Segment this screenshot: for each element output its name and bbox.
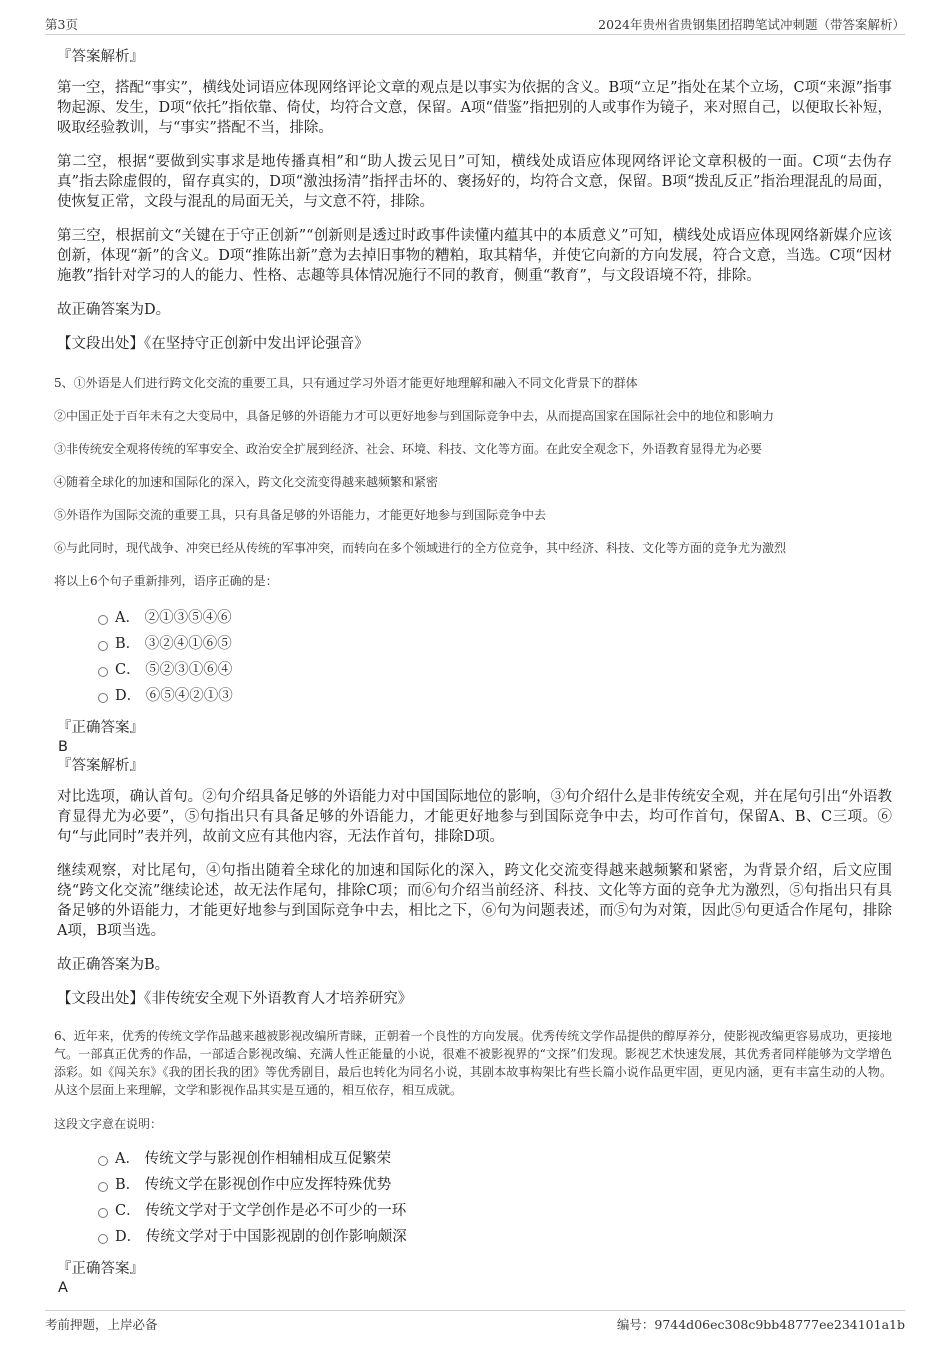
q5-answer: B bbox=[58, 739, 68, 755]
q5-block bbox=[54, 374, 892, 590]
radio-icon[interactable] bbox=[98, 1182, 108, 1192]
option-label: B． ③②④①⑥⑤ bbox=[115, 636, 232, 652]
q6-option-a[interactable] bbox=[57, 1147, 892, 1173]
q5-sentence-3: ③非传统安全观将传统的军事安全、政治安全扩展到经济、社会、环境、科技、文化等方面。在此安全观念下，外语教育显得尤为必要 bbox=[54, 442, 763, 456]
q4-analysis-para-3: 第三空，根据前文“关键在于守正创新”“创新则是透过时政事件读懂内蕴其中的本质意义”可知，横线处成语应体现网络新媒介应该创新，体现“新”的含义。D项“推陈出新”意为去掉旧事物的糟粕，取其精华，并使它向新的方向发展，符合文意，当选。C项“因材施教”指针对学习的人的能力、性格、志趣等具体情况施行不同的教育，侧重“教育”，与文段语境不符，排除。 bbox=[57, 228, 892, 284]
q4-analysis-para-2: 第二空，根据“要做到实事求是地传播真相”和“助人拨云见日”可知，横线处成语应体现网络评论文章积极的一面。C项“去伪存真”指去除虚假的，留存真实的，D项“激浊扬清”指抨击坏的、褒扬好的，均符合文意，保留。B项“拨乱反正”指治理混乱的局面，使恢复正常，文段与混乱的局面无关，与文意不符，排除。 bbox=[57, 154, 892, 210]
q6-prompt: 这段文字意在说明： bbox=[54, 1117, 163, 1131]
q5-source: 【文段出处】《非传统安全观下外语教育人才培养研究》 bbox=[57, 991, 413, 1007]
q5-option-b[interactable] bbox=[57, 632, 892, 658]
q5-analysis-para-1: 对比选项，确认首句。②句介绍具备足够的外语能力对中国国际地位的影响，③句介绍什么是非传统安全观，并在尾句引出“外语教育显得尤为必要”，⑤句指出只有具备足够的外语能力，才能更好地参与到国际竞争中去，均可作首句，保留A、B、C三项。⑥句“与此同时”表并列，故前文应有其他内容，无法作首句，排除D项。 bbox=[57, 789, 892, 845]
q6-answer-label: 『正确答案』 bbox=[57, 1261, 144, 1277]
q5-sentence-6: ⑥与此同时，现代战争、冲突已经从传统的军事冲突，而转向在多个领域进行的全方位竞争，其中经济、科技、文化等方面的竞争尤为激烈 bbox=[54, 541, 787, 555]
page-footer bbox=[45, 1310, 905, 1335]
q5-analysis-label: 『答案解析』 bbox=[57, 758, 144, 774]
q5-sentence-2: ②中国正处于百年未有之大变局中，具备足够的外语能力才可以更好地参与到国际竞争中去，从而提高国家在国际社会中的地位和影响力 bbox=[54, 409, 775, 423]
q4-analysis-label: 『答案解析』 bbox=[57, 49, 144, 65]
q6-option-c[interactable] bbox=[57, 1199, 892, 1225]
radio-icon[interactable] bbox=[98, 693, 108, 703]
q6-answer: A bbox=[58, 1280, 68, 1296]
q5-sentence-1: 5、①外语是人们进行跨文化交流的重要工具，只有通过学习外语才能更好地理解和融入不同文化背景下的群体 bbox=[54, 376, 638, 390]
radio-icon[interactable] bbox=[98, 641, 108, 651]
q5-option-a[interactable] bbox=[57, 606, 892, 632]
q5-options bbox=[57, 606, 892, 710]
q6-options bbox=[57, 1147, 892, 1251]
radio-icon[interactable] bbox=[98, 667, 108, 677]
q5-answer-label: 『正确答案』 bbox=[57, 720, 144, 736]
q5-sentence-4: ④随着全球化的加速和国际化的深入，跨文化交流变得越来越频繁和紧密 bbox=[54, 475, 439, 489]
option-label: B． 传统文学在影视创作中应发挥特殊优势 bbox=[115, 1177, 392, 1193]
q6-option-d[interactable] bbox=[57, 1225, 892, 1251]
q5-analysis-para-2: 继续观察，对比尾句，④句指出随着全球化的加速和国际化的深入，跨文化交流变得越来越频繁和紧密，为背景介绍，后文应围绕“跨文化交流”继续论述，故无法作尾句，排除C项；而⑥句介绍当前经济、科技、文化等方面的竞争尤为激烈，⑤句指出只有具备足够的外语能力，才能更好地参与到国际竞争中去，相比之下，⑥句为问题表述，而⑤句为对策，因此⑤句更适合作尾句，排除A项，B项当选。 bbox=[57, 863, 892, 939]
q5-prompt: 将以上6个句子重新排列，语序正确的是： bbox=[54, 574, 278, 588]
q5-option-d[interactable] bbox=[57, 684, 892, 710]
q6-option-b[interactable] bbox=[57, 1173, 892, 1199]
document-title: 2024年贵州省贵钢集团招聘笔试冲刺题（带答案解析） bbox=[598, 17, 905, 32]
option-label: C． ⑤②③①⑥④ bbox=[115, 662, 233, 678]
footer-slogan: 考前押题，上岸必备 bbox=[45, 1317, 158, 1332]
radio-icon[interactable] bbox=[98, 1234, 108, 1244]
option-label: D． 传统文学对于中国影视剧的创作影响颇深 bbox=[115, 1229, 407, 1245]
radio-icon[interactable] bbox=[98, 615, 108, 625]
document-id: 编号：9744d06ec308c9bb48777ee234101a1b bbox=[616, 1317, 905, 1332]
document-body bbox=[54, 47, 892, 1297]
option-label: A． ②①③⑤④⑥ bbox=[115, 610, 232, 626]
q4-source: 【文段出处】《在坚持守正创新中发出评论强音》 bbox=[57, 336, 369, 352]
q6-stem: 6、近年来，优秀的传统文学作品越来越被影视改编所青睐，正朝着一个良性的方向发展。优秀传统文学作品提供的醇厚养分，使影视改编更容易成功，更接地气。一部真正优秀的作品，一部适合影视改编、充满人性正能量的小说，很难不被影视界的“文探”们发现。影视艺术快速发展，其优秀者同样能够为文学增色添彩。如《闯关东》《我的团长我的团》等优秀剧目，最后也转化为同名小说，其剧本故事构架比有些长篇小说作品更牢固，更见内涵，更有丰富生动的人物。从这个层面上来理解，文学和影视作品其实是互通的，相互依存，相互成就。 bbox=[54, 1029, 892, 1097]
q5-conclusion: 故正确答案为B。 bbox=[57, 957, 170, 973]
q4-analysis-para-1: 第一空，搭配“事实”，横线处词语应体现网络评论文章的观点是以事实为依据的含义。B项“立足”指处在某个立场，C项“来源”指事物起源、发生，D项“依托”指依靠、倚仗，均符合文意，保留。A项“借鉴”指把别的人或事作为镜子，来对照自己，以便取长补短，吸取经验教训，与“事实”搭配不当，排除。 bbox=[57, 80, 892, 136]
option-label: A． 传统文学与影视创作相辅相成互促繁荣 bbox=[115, 1151, 392, 1167]
radio-icon[interactable] bbox=[98, 1156, 108, 1166]
q6-block bbox=[54, 1027, 892, 1133]
option-label: C． 传统文学对于文学创作是必不可少的一环 bbox=[115, 1203, 407, 1219]
radio-icon[interactable] bbox=[98, 1208, 108, 1218]
q5-option-c[interactable] bbox=[57, 658, 892, 684]
page-header bbox=[45, 12, 905, 35]
page-number: 第3页 bbox=[45, 17, 78, 32]
q5-sentence-5: ⑤外语作为国际交流的重要工具，只有具备足够的外语能力，才能更好地参与到国际竞争中去 bbox=[54, 508, 547, 522]
option-label: D． ⑥⑤④②①③ bbox=[115, 688, 233, 704]
q4-conclusion: 故正确答案为D。 bbox=[57, 302, 171, 318]
